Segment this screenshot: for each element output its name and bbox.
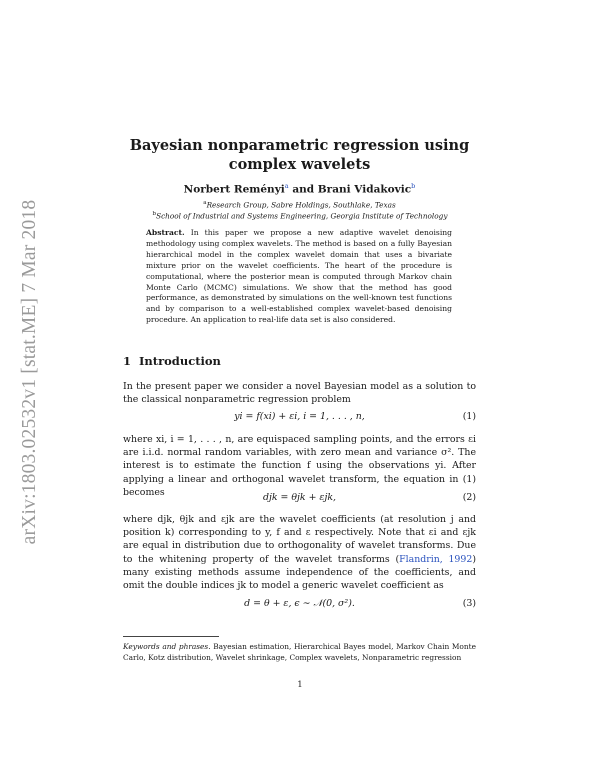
paragraph-text: where djk, θjk and εjk are the wavelet coefficients (at resolution j and position k) corresponding to y, f and ε respectively. Note that εi and εjk are equal in distribution due to orthogonality of wavelet transforms. Due to the whitening property of the wavelet transforms ( [123, 514, 476, 565]
equation-expression: d = θ + ε, ϵ ∼ 𝒩(0, σ²). [244, 598, 355, 609]
equation-expression: djk = θjk + εjk, [262, 492, 337, 503]
affiliation-text: School of Industrial and Systems Engineering, Georgia Institute of Technology [156, 211, 448, 221]
equation-2 [123, 492, 476, 506]
paragraph [123, 513, 476, 592]
citation-link[interactable]: Flandrin, 1992 [399, 553, 473, 565]
abstract-label: Abstract. [146, 228, 185, 237]
footnote [123, 642, 476, 663]
section-title: Introduction [139, 354, 221, 368]
abstract-text: In this paper we propose a new adaptive wavelet denoising methodology using complex wavelets. The method is based on a fully Bayesian hierarchical model in the complex wavelet domain that uses a bivariate mixture prior on the wavelet coefficients. The heart of the procedure is computational, where the posterior mean is computed through Markov chain Monte Carlo (MCMC) simulations. We show that the method has good performance, as demonstrated by simulations on the well-known test functions and by comparison to a well-established complex wavelet-based denoising procedure. An application to real-life data set is also considered. [146, 228, 453, 325]
equation-expression: yi = f(xi) + εi, i = 1, . . . , n, [234, 411, 365, 422]
paragraph: where xi, i = 1, . . . , n, are equispaced sampling points, and the errors εi are i.i.d. normal random variables, with zero mean and variance σ². The interest is to estimate the function f using the observations yi. After applying a linear and orthogonal wavelet transform, the equation in (1) becomes [123, 434, 476, 498]
abstract [146, 228, 452, 326]
affiliation-text: Research Group, Sabre Holdings, Southlake, Texas [206, 200, 396, 210]
equation-1 [123, 411, 476, 425]
equation-number: (2) [462, 492, 476, 503]
equation-3 [123, 598, 476, 612]
paragraph: In the present paper we consider a novel Bayesian model as a solution to the classical nonparametric regression problem [123, 381, 476, 406]
section-heading [123, 354, 476, 368]
paragraph-text: ) many existing methods assume independence of the coefficients, and omit the double indices jk to model a generic wavelet coefficient as [123, 553, 476, 592]
affiliation-mark: b [152, 211, 157, 217]
author-mark[interactable]: b [411, 182, 416, 190]
author-line [123, 182, 476, 196]
equation-number: (3) [462, 598, 476, 609]
footnote-text: Bayesian estimation, Hierarchical Bayes model, Markov Chain Monte Carlo, Kotz distribution, Wavelet shrinkage, Complex wavelets, Nonparametric regression [123, 642, 476, 662]
affiliation [110, 209, 490, 221]
arxiv-watermark [16, 186, 44, 558]
section-number: 1 [123, 354, 132, 368]
author-name: Norbert Reményi [183, 183, 285, 196]
author-joiner: and [292, 183, 315, 196]
footnote-rule [123, 636, 219, 637]
affiliation-mark: a [203, 200, 207, 206]
equation-number: (1) [462, 411, 476, 422]
paper-title: Bayesian nonparametric regression using complex wavelets [129, 137, 470, 173]
footnote-label: Keywords and phrases. [123, 642, 211, 651]
author-mark[interactable]: a [284, 182, 289, 190]
page-number: 1 [297, 680, 303, 690]
arxiv-id: arXiv:1803.02532v1 [stat.ME] 7 Mar 2018 [19, 199, 40, 545]
author-name: Brani Vidakovic [317, 183, 412, 196]
